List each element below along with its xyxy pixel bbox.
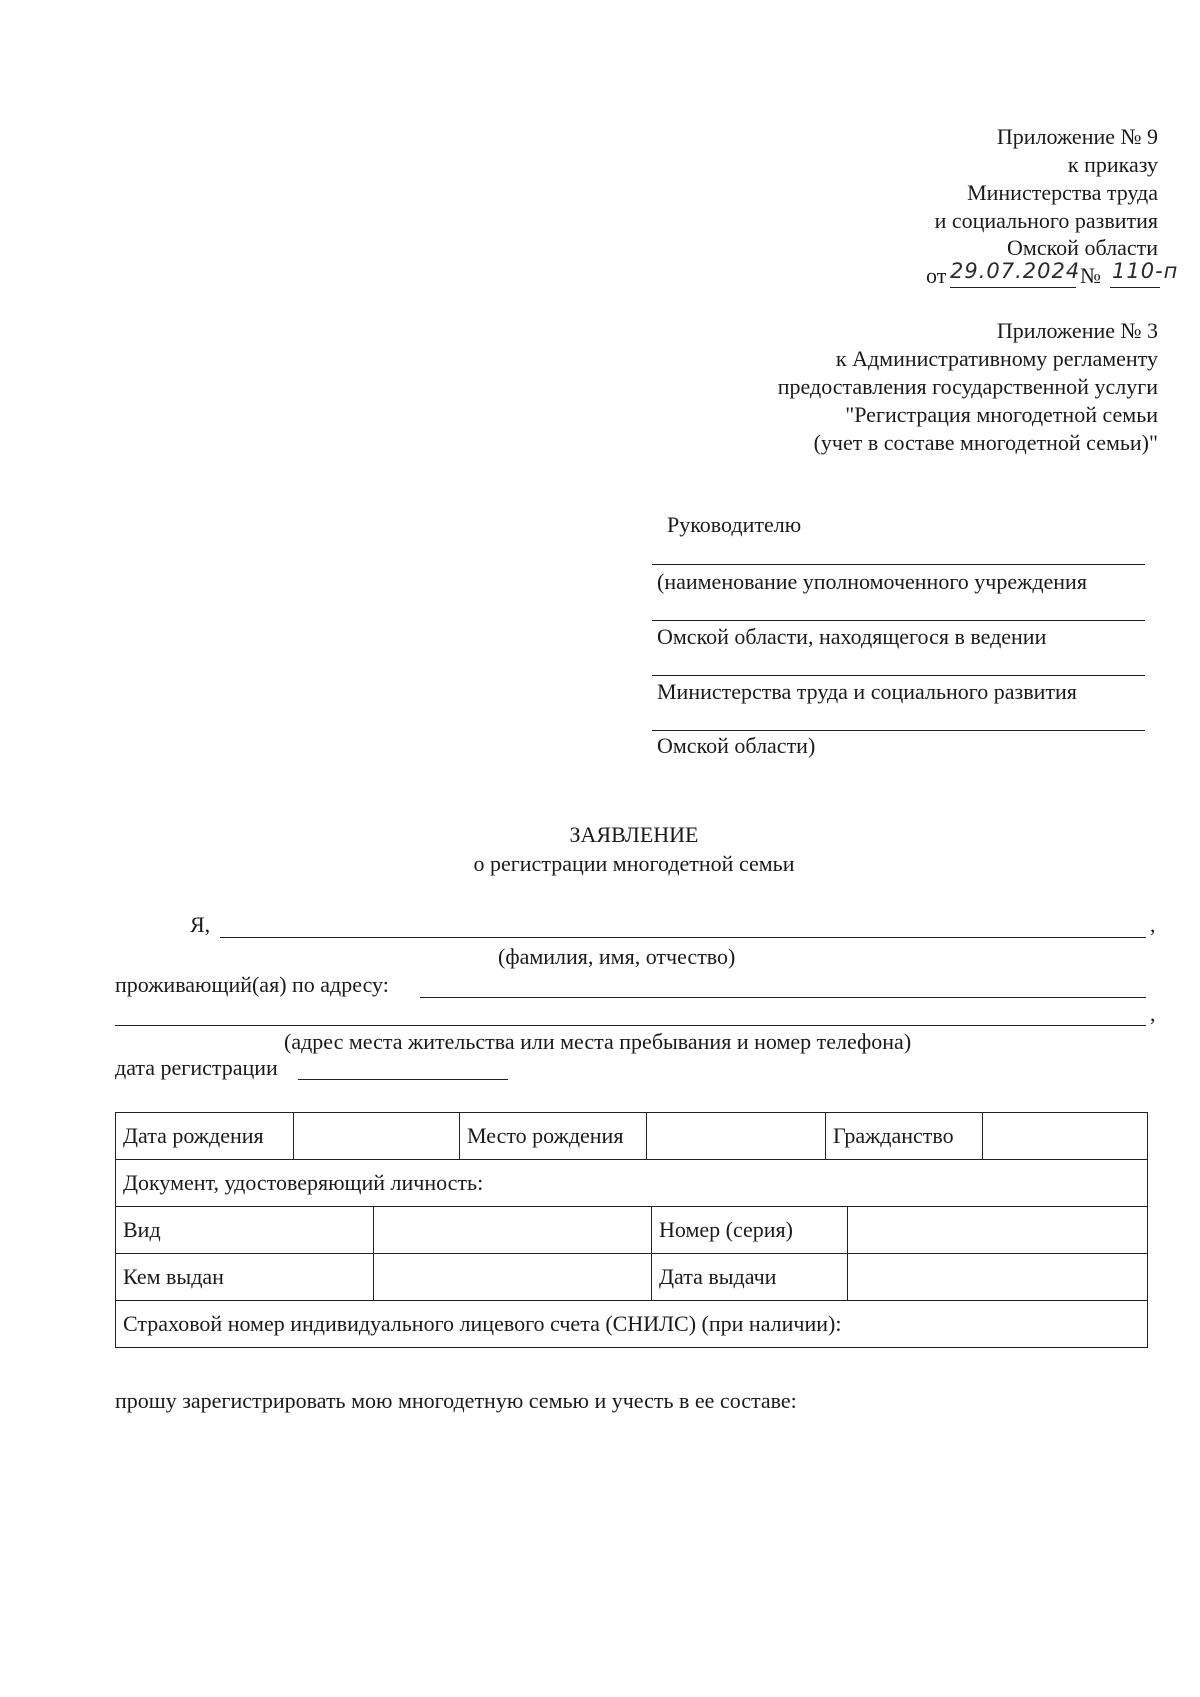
appendix9-line3: Министерства труда [967,180,1158,205]
addressee-text-1: (наименование уполномоченного учреждения [657,569,1087,594]
order-date-prefix: от [926,263,947,288]
appendix3-line4: "Регистрация многодетной семьи [845,402,1158,427]
address-hint: (адрес места жительства или места пребывания и номер телефона) [284,1029,912,1054]
order-date-underline [950,287,1076,288]
addressee-text-4: Омской области) [657,733,816,758]
citizenship-label: Гражданство [826,1113,983,1160]
addressee-text-2: Омской области, находящегося в ведении [657,624,1047,649]
addressee-line-4 [652,730,1145,731]
birth-date-cell[interactable] [294,1113,460,1160]
issued-by-cell[interactable] [374,1254,652,1301]
appendix9-title: Приложение № 9 [996,124,1158,149]
registration-date-field[interactable] [298,1079,508,1080]
appendix9-line4: и социального развития [934,208,1158,233]
snils-label: Страховой номер индивидуального лицевого счета (СНИЛС) (при наличии): [116,1301,1148,1348]
table-row [116,1301,1148,1348]
birth-place-label: Место рождения [460,1113,647,1160]
addressee-text-3: Министерства труда и социального развития [657,679,1077,704]
table-row [116,1113,1148,1160]
order-number-prefix: № [1080,263,1101,288]
addressee-to: Руководителю [667,512,802,537]
fio-hint: (фамилия, имя, отчество) [498,944,736,969]
address-field-2[interactable] [115,1025,1146,1026]
address-field-1[interactable] [420,997,1146,998]
registration-date-label: дата регистрации [115,1055,278,1080]
citizenship-cell[interactable] [983,1113,1148,1160]
appendix3-line2: к Административному регламенту [835,346,1158,371]
order-number-underline [1110,287,1160,288]
id-document-label: Документ, удостоверяющий личность: [116,1160,1148,1207]
doc-number-cell[interactable] [848,1207,1148,1254]
birth-place-cell[interactable] [647,1113,826,1160]
fio-field[interactable] [220,937,1146,938]
fio-comma: , [1150,912,1156,937]
address-comma: , [1150,1001,1156,1026]
table-row [116,1254,1148,1301]
order-number-handwritten: 110-п [1112,259,1179,283]
document-subtitle: о регистрации многодетной семьи [473,851,795,876]
table-row [116,1207,1148,1254]
doc-number-label: Номер (серия) [652,1207,848,1254]
personal-data-table [115,1112,1148,1348]
document-title: ЗАЯВЛЕНИЕ [569,822,699,847]
issue-date-cell[interactable] [848,1254,1148,1301]
birth-date-label: Дата рождения [116,1113,294,1160]
appendix3-line3: предоставления государственной услуги [777,374,1158,399]
doc-type-label: Вид [116,1207,374,1254]
issue-date-label: Дата выдачи [652,1254,848,1301]
appendix9-line5: Омской области [1007,235,1158,260]
appendix3-title: Приложение № 3 [996,318,1158,343]
issued-by-label: Кем выдан [116,1254,374,1301]
applicant-i-label: Я, [190,912,211,937]
appendix9-line2: к приказу [1067,152,1158,177]
request-text: прошу зарегистрировать мою многодетную семью и учесть в ее составе: [115,1388,797,1413]
addressee-line-2 [652,620,1145,621]
doc-type-cell[interactable] [374,1207,652,1254]
addressee-line-1 [652,564,1145,565]
address-label: проживающий(ая) по адресу: [115,972,389,997]
table-row [116,1160,1148,1207]
appendix3-line5: (учет в составе многодетной семьи)" [813,430,1158,455]
order-date-handwritten: 29.07.2024 [950,259,1081,283]
addressee-line-3 [652,675,1145,676]
